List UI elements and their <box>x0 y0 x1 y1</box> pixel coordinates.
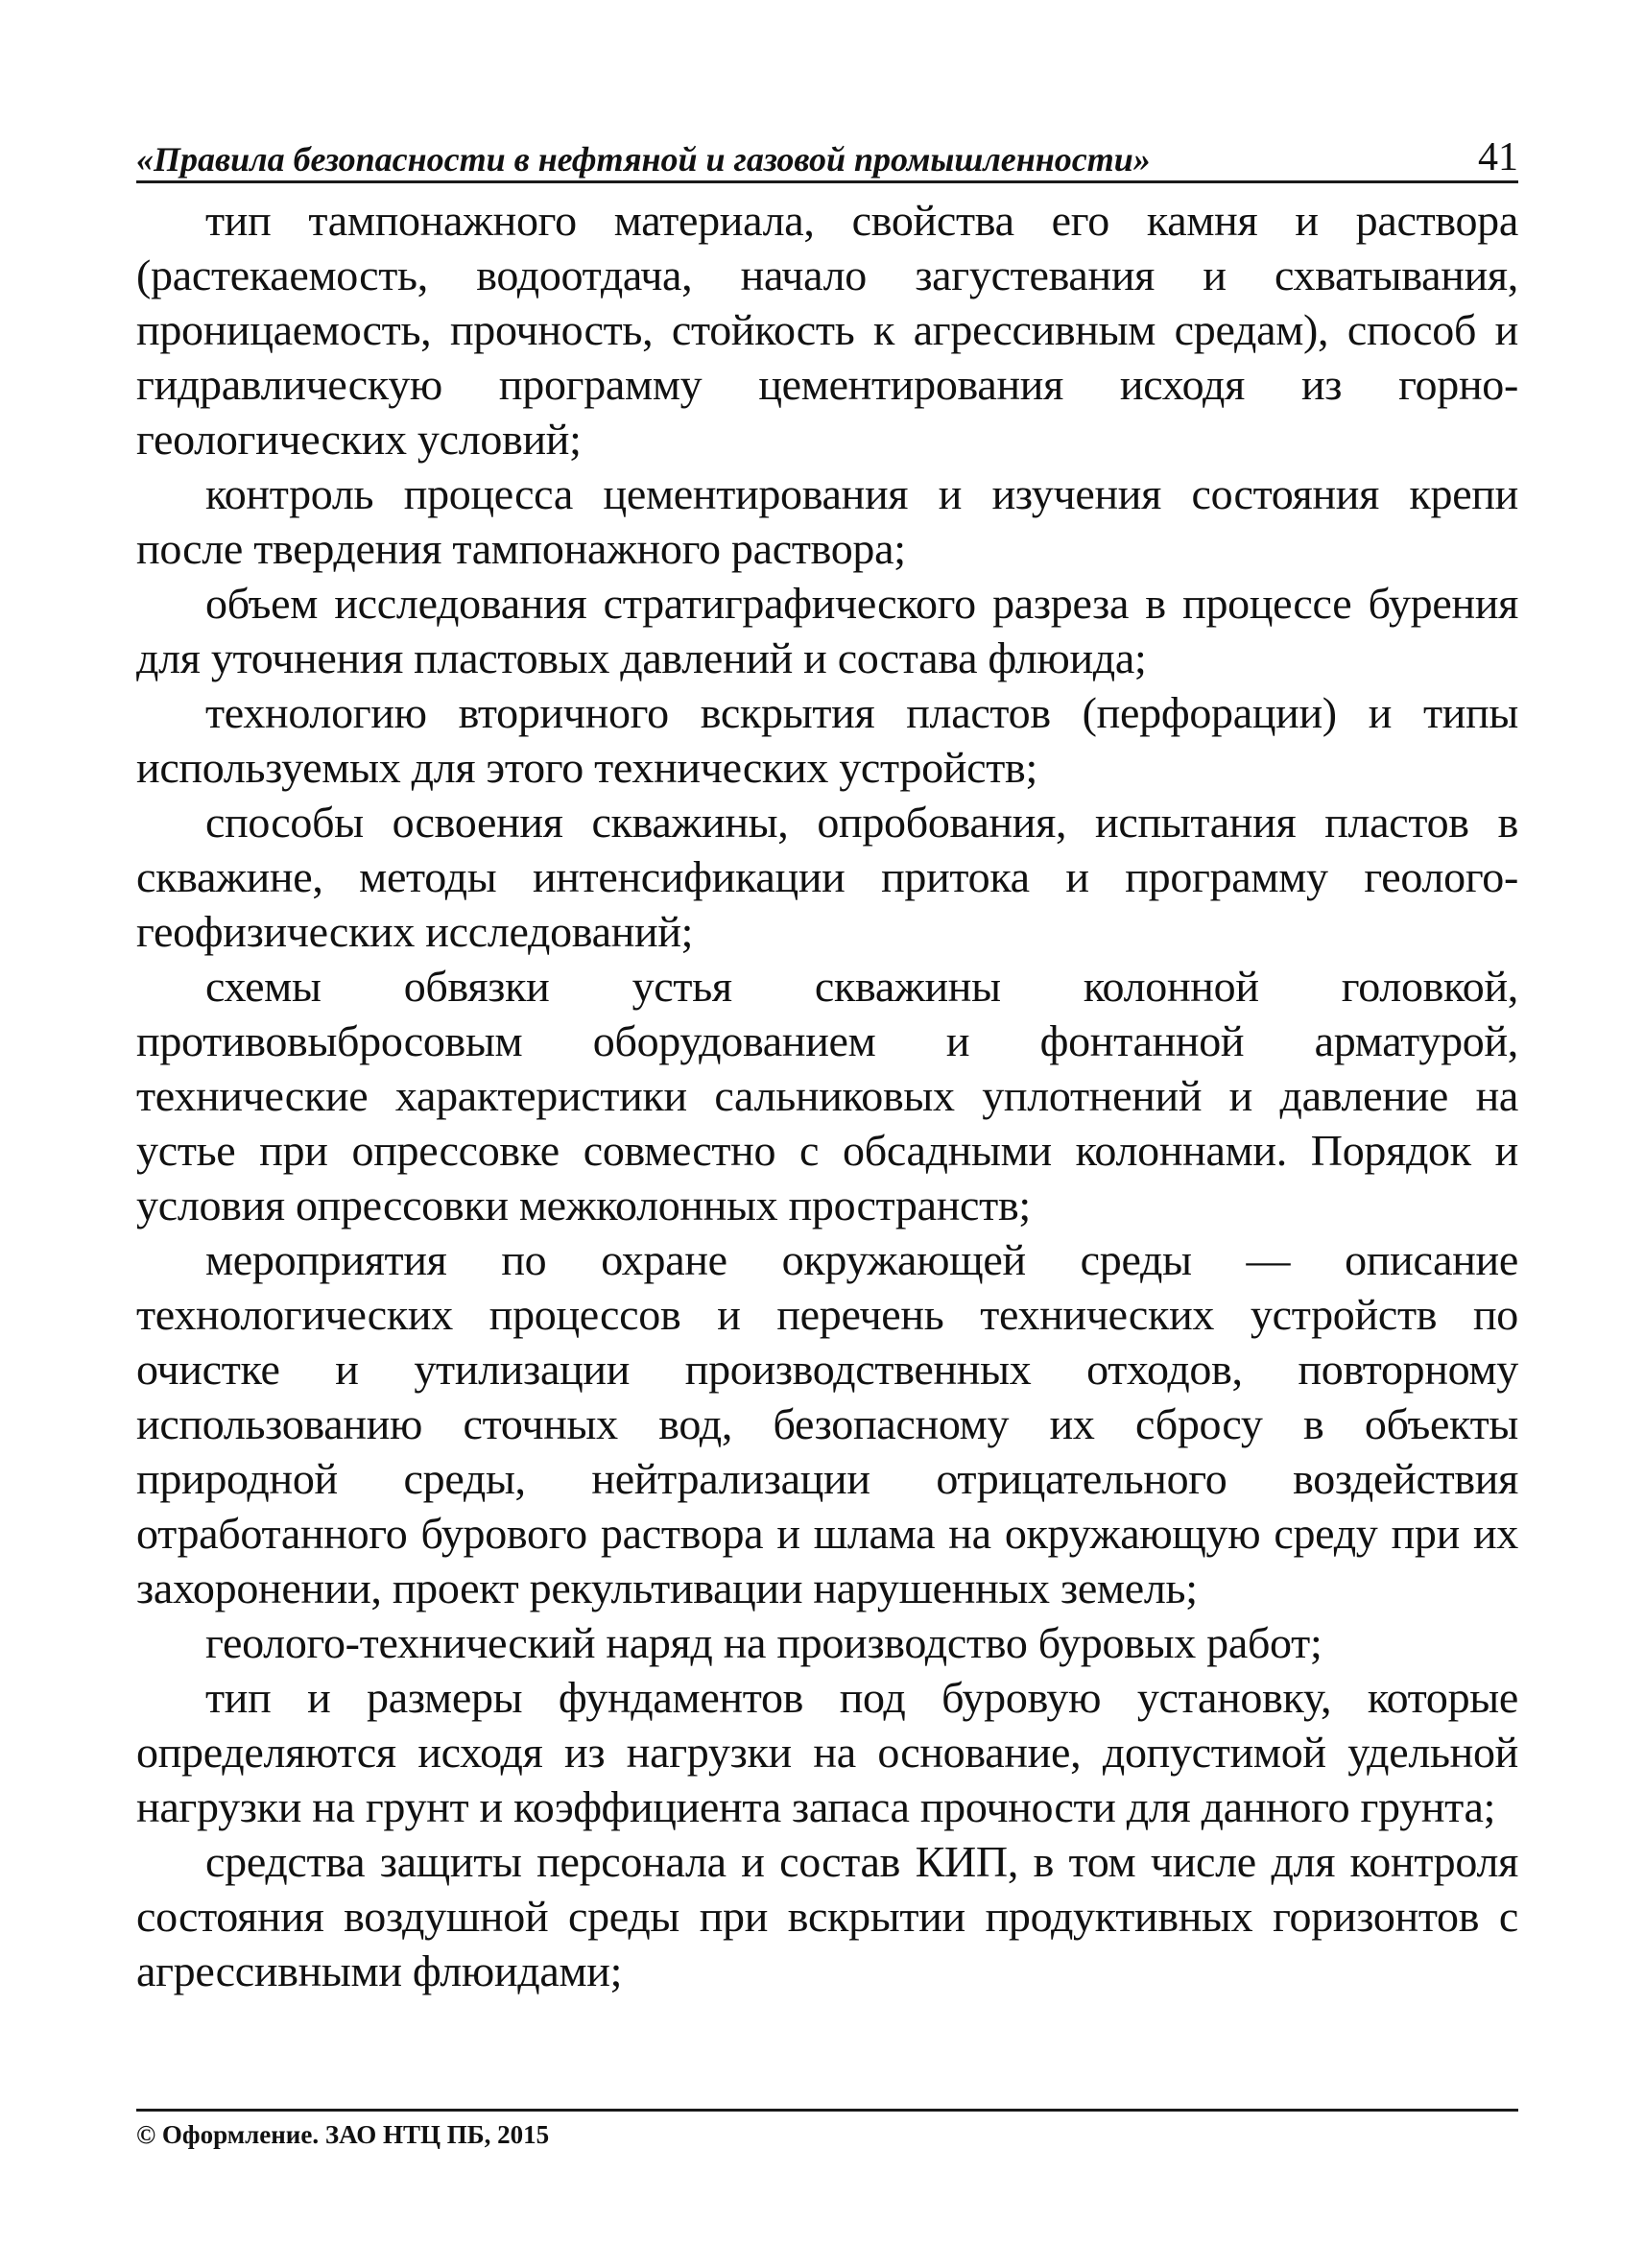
running-header-title: «Правила безопасности в нефтяной и газовой промышленности» <box>136 140 1151 179</box>
paragraph: технологию вторичного вскрытия пластов (перфорации) и типы используемых для этого технических устройств; <box>136 688 1518 792</box>
paragraph: геолого-технический наряд на производство буровых работ; <box>205 1618 1322 1667</box>
paragraph: мероприятия по охране окружающей среды — описание технологических процессов и перечень технических устройств по очистке и утилизации производственных отходов, повторному использованию сточных вод, безопасному их сбросу в объекты природной среды, нейтрализации отрицательного воздействия отработанного бурового раствора и шлама на окружающую среду при их захоронении, проект рекультивации нарушенных земель; <box>136 1235 1518 1612</box>
body-text <box>136 193 1518 1998</box>
footer-rule <box>136 2109 1518 2112</box>
paragraph: контроль процесса цементирования и изучения состояния крепи после твердения тампонажного раствора; <box>136 469 1518 573</box>
paragraph: средства защиты персонала и состав КИП, в том числе для контроля состояния воздушной среды при вскрытии продуктивных горизонтов с агрессивными флюидами; <box>136 1837 1518 1995</box>
document-page <box>136 125 1518 1998</box>
running-header <box>136 125 1518 183</box>
paragraph: тип тампонажного материала, свойства его камня и раствора (растекаемость, водоотдача, начало загустевания и схватывания, проницаемость, прочность, стойкость к агрессивным средам), способ и гидравлическую программу цементирования исходя из горно-геологических условий; <box>136 196 1518 464</box>
paragraph: объем исследования стратиграфического разреза в процессе бурения для уточнения пластовых давлений и состава флюида; <box>136 579 1518 682</box>
paragraph: способы освоения скважины, опробования, испытания пластов в скважине, методы интенсификации притока и программу геолого-геофизических исследований; <box>136 798 1518 956</box>
paragraph: тип и размеры фундаментов под буровую установку, которые определяются исходя из нагрузки на основание, допустимой удельной нагрузки на грунт и коэффициента запаса прочности для данного грунта; <box>136 1673 1518 1831</box>
page-number: 41 <box>1478 135 1518 179</box>
paragraph: схемы обвязки устья скважины колонной головкой, противовыбросовым оборудованием и фонтанной арматурой, технические характеристики сальниковых уплотнений и давление на устье при опрессовке совместно с обсадными колоннами. Порядок и условия опрессовки межколонных пространств; <box>136 962 1518 1229</box>
footer-copyright: © Оформление. ЗАО НТЦ ПБ, 2015 <box>136 2120 550 2149</box>
